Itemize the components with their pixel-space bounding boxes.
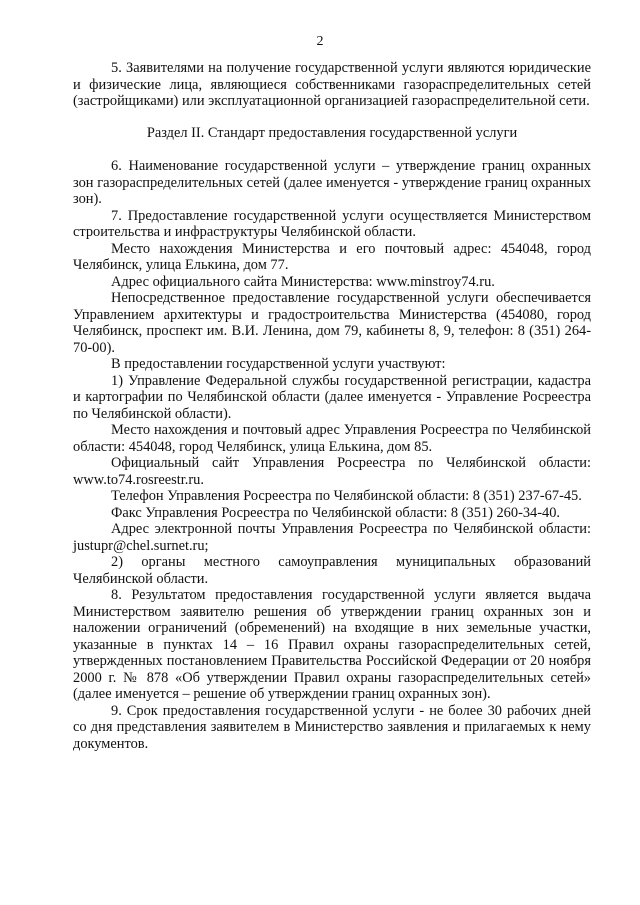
section-heading: Раздел II. Стандарт предоставления государственной услуги xyxy=(146,124,518,141)
paragraph-7-direct: Непосредственное предоставление государственной услуги обеспечивается Управлением архитектуры и градостроительства Министерства (454080, город Челябинск, проспект им. В.И. Ленина, дом 79, кабинеты 8, 9, телефон: 8 (351) 264-70-00). xyxy=(73,290,591,356)
page-number: 2 xyxy=(316,34,324,49)
paragraph-6: 6. Наименование государственной услуги – утверждение границ охранных зон газораспределительных сетей (далее именуется - утверждение границ охранных зон). xyxy=(73,158,591,207)
paragraph-7-2: 2) органы местного самоуправления муниципальных образований Челябинской области. xyxy=(73,554,591,587)
paragraph-5: 5. Заявителями на получение государственной услуги являются юридические и физические лица, являющиеся собственниками газораспределительных сетей (застройщиками) или эксплуатационной организацией газораспределительной сети. xyxy=(73,60,591,109)
paragraph-7-1-phone: Телефон Управления Росреестра по Челябинской области: 8 (351) 237-67-45. xyxy=(111,488,582,504)
paragraph-7-1-fax: Факс Управления Росреестра по Челябинской области: 8 (351) 260-34-40. xyxy=(111,504,561,521)
paragraph-8: 8. Результатом предоставления государственной услуги является выдача Министерством заявителю решения об утверждении границ охранных зон и наложении ограничений (обременений) на входящие в них земельные участки, указанные в пунктах 14 – 16 Правил охраны газораспределительных сетей, утвержденных постановлением Правительства Российской Федерации от 20 ноября 2000 г. № 878 «Об утверждении Правил охраны газораспределительных сетей» (далее именуется – решение об утверждении границ охранных зон). xyxy=(73,587,591,702)
document-body xyxy=(73,60,591,752)
paragraph-7-1-site: Официальный сайт Управления Росреестра по Челябинской области: www.to74.rosreestr.ru. xyxy=(73,455,591,488)
paragraph-7-site: Адрес официального сайта Министерства: www.minstroy74.ru. xyxy=(111,273,495,290)
paragraph-7-participants: В предоставлении государственной услуги участвуют: xyxy=(111,356,446,372)
paragraph-7-1-location: Место нахождения и почтовый адрес Управления Росреестра по Челябинской области: 454048, город Челябинск, улица Елькина, дом 85. xyxy=(73,422,591,455)
paragraph-7-1: 1) Управление Федеральной службы государственной регистрации, кадастра и картографии по Челябинской области (далее именуется - Управление Росреестра по Челябинской области). xyxy=(73,372,591,422)
paragraph-9: 9. Срок предоставления государственной услуги - не более 30 рабочих дней со дня представления заявителем в Министерство заявления и прилагаемых к нему документов. xyxy=(73,702,591,752)
paragraph-7: 7. Предоставление государственной услуги осуществляется Министерством строительства и инфраструктуры Челябинской области. xyxy=(73,207,591,240)
paragraph-7-1-email: Адрес электронной почты Управления Росреестра по Челябинской области: justupr@chel.surnet.ru; xyxy=(73,521,591,554)
paragraph-7-location: Место нахождения Министерства и его почтовый адрес: 454048, город Челябинск, улица Елькина, дом 77. xyxy=(73,240,591,273)
